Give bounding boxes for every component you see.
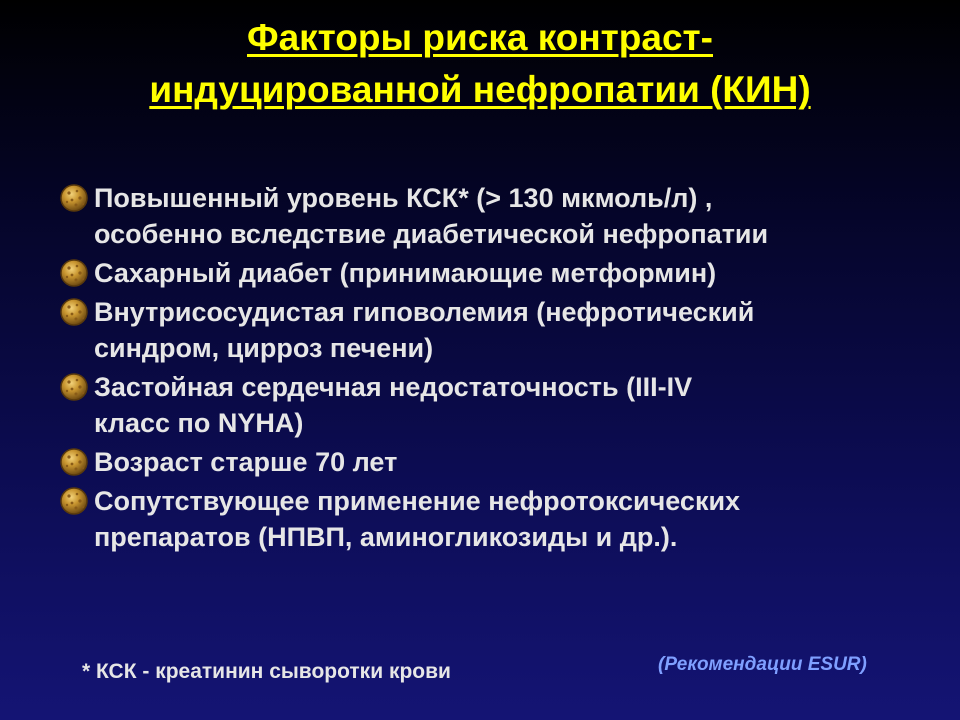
slide-title <box>0 12 960 116</box>
gold-coin-icon <box>58 485 90 517</box>
bullet-line-1: Внутрисосудистая гиповолемия (нефротический <box>94 297 755 327</box>
gold-coin-icon <box>58 182 90 214</box>
source-citation: (Рекомендации ESUR) <box>658 654 867 675</box>
bullet-text <box>94 180 768 252</box>
risk-factor-list <box>58 180 938 558</box>
bullet-line-2: препаратов (НПВП, аминогликозиды и др.). <box>94 522 678 552</box>
bullet-text <box>94 294 754 366</box>
bullet-line-1: Повышенный уровень КСК* (> 130 мкмоль/л) , <box>94 183 713 213</box>
list-item <box>58 483 938 555</box>
footnote: * КСК - креатинин сыворотки крови <box>82 660 451 683</box>
list-item <box>58 255 938 291</box>
bullet-line-2: особенно вследствие диабетической нефропатии <box>94 219 769 249</box>
list-item <box>58 369 938 441</box>
bullet-text <box>94 369 692 441</box>
gold-coin-icon <box>58 371 90 403</box>
bullet-line-2: класс по NYHA) <box>94 408 304 438</box>
list-item <box>58 294 938 366</box>
bullet-line-1: Сопутствующее применение нефротоксических <box>94 486 741 516</box>
gold-coin-icon <box>58 446 90 478</box>
bullet-line-1: Возраст старше 70 лет <box>94 447 398 477</box>
title-line-1: Факторы риска контраст- <box>247 17 713 58</box>
bullet-text <box>94 483 740 555</box>
bullet-line-1: Застойная сердечная недостаточность (III-IV <box>94 372 693 402</box>
bullet-line-2: синдром, цирроз печени) <box>94 333 434 363</box>
gold-coin-icon <box>58 296 90 328</box>
list-item <box>58 180 938 252</box>
bullet-text <box>94 444 397 480</box>
title-line-2: индуцированной нефропатии (КИН) <box>149 69 811 110</box>
gold-coin-icon <box>58 257 90 289</box>
bullet-text <box>94 255 716 291</box>
bullet-line-1: Сахарный диабет (принимающие метформин) <box>94 258 717 288</box>
list-item <box>58 444 938 480</box>
